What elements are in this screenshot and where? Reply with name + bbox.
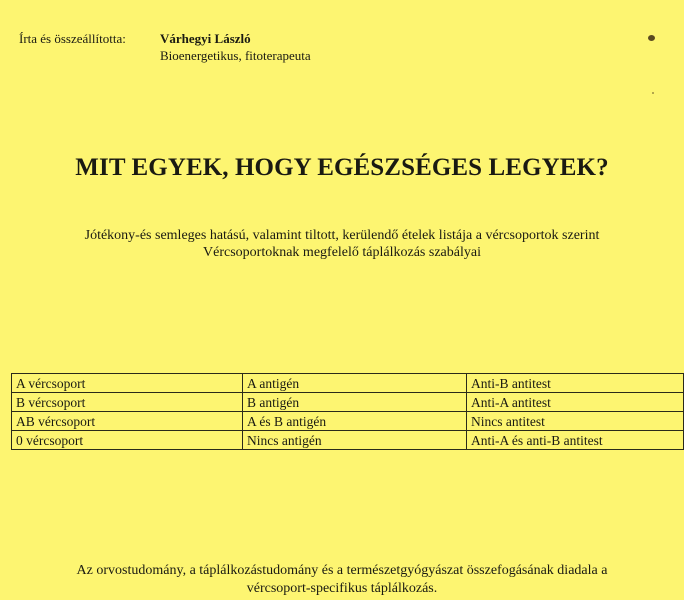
subtitle-line-1: Jótékony-és semleges hatású, valamint tiltott, kerülendő ételek listája a vércsoportok szerint [84,228,600,243]
table-row [12,374,684,393]
subtitle [0,227,684,261]
table-row [12,431,684,450]
author-label: Írta és összeállította: [19,31,126,46]
subtitle-line-2: Vércsoportoknak megfelelő táplálkozás szabályai [203,245,481,260]
page-title: MIT EGYEK, HOGY EGÉSZSÉGES LEGYEK? [75,154,609,181]
antibody-cell: Anti-A és anti-B antitest [467,431,684,450]
author-title: Bioenergetikus, fitoterapeuta [160,48,311,63]
blood-type-cell: AB vércsoport [12,412,243,431]
ink-speck [652,92,654,94]
table-row [12,412,684,431]
footer-text [0,562,684,598]
antibody-cell: Anti-B antitest [467,374,684,393]
blood-type-cell: 0 vércsoport [12,431,243,450]
antigen-cell: A és B antigén [243,412,467,431]
antigen-cell: A antigén [243,374,467,393]
antigen-cell: B antigén [243,393,467,412]
author-row [19,30,311,47]
author-block [19,30,311,64]
blood-type-cell: B vércsoport [12,393,243,412]
antibody-cell: Anti-A antitest [467,393,684,412]
ink-speck [648,35,655,41]
antibody-cell: Nincs antitest [467,412,684,431]
blood-type-table [11,373,684,450]
footer-line-1: Az orvostudomány, a táplálkozástudomány és a természetgyógyászat összefogásának diadala a [76,563,608,578]
blood-type-cell: A vércsoport [12,374,243,393]
author-name: Várhegyi László [160,31,251,46]
antigen-cell: Nincs antigén [243,431,467,450]
footer-line-2: vércsoport-specifikus táplálkozás. [246,581,438,596]
table-row [12,393,684,412]
